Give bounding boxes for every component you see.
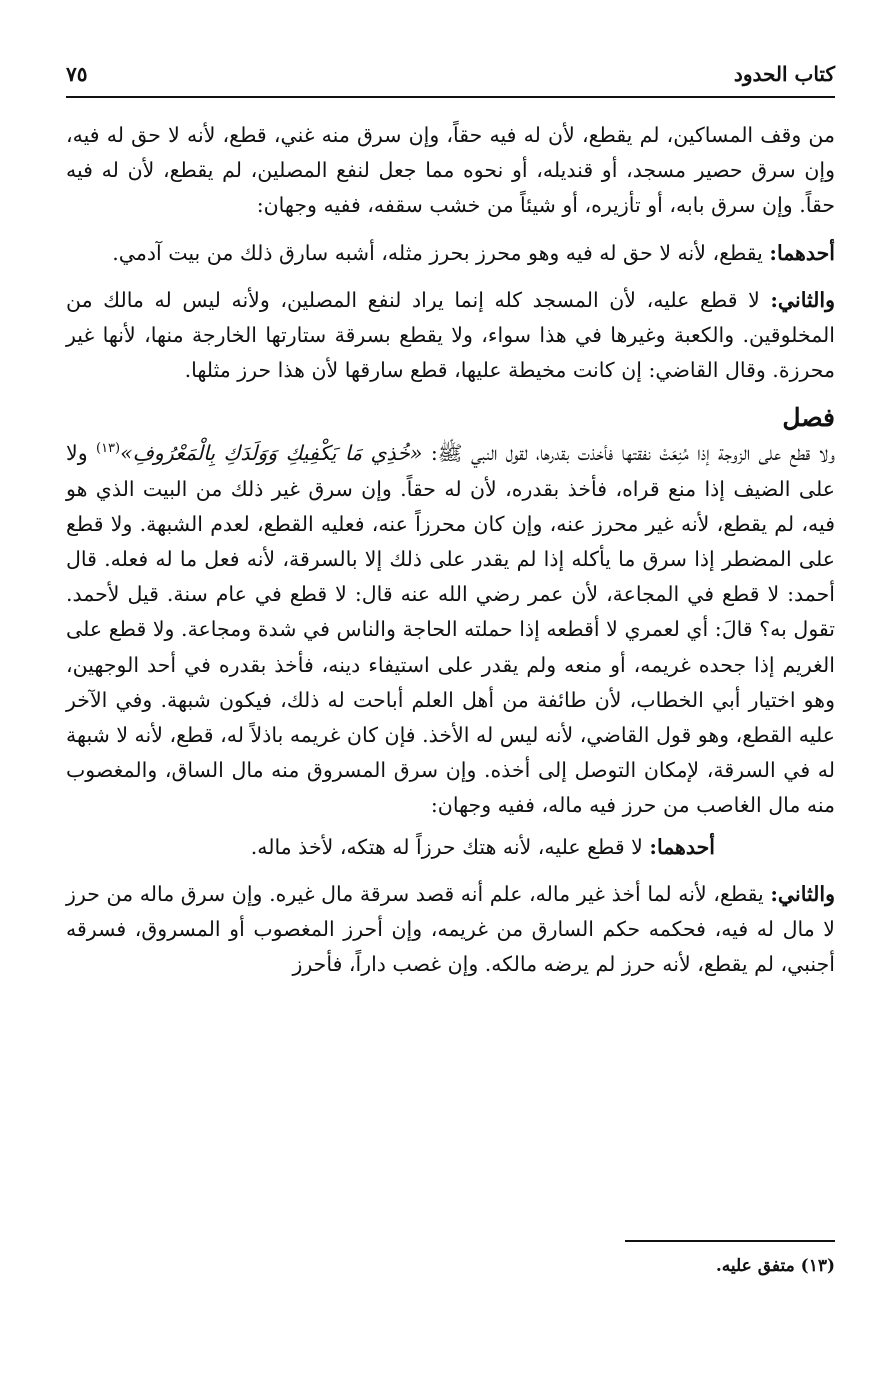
paragraph-lead: أحدهما: [649, 834, 715, 859]
body-text [66, 118, 835, 982]
paragraph-lead: أحدهما: [769, 240, 835, 265]
footnote-divider [625, 1240, 835, 1242]
section-heading: فصل [782, 403, 835, 433]
paragraph-5 [66, 830, 835, 865]
footnote-marker: (١٣) [96, 441, 121, 457]
paragraph-text: يقطع، لأنه لا حق له فيه وهو محرز بحرز مثله، أشبه سارق ذلك من بيت آدمي. [112, 240, 770, 265]
paragraph-lead: والثاني: [770, 287, 835, 312]
paragraph-lead: والثاني: [770, 881, 835, 906]
book-title: كتاب الحدود [733, 62, 835, 86]
paragraph-text: يقطع، لأنه لما أخذ غير ماله، علم أنه قصد سرقة مال غيره. وإن سرق ماله من حرز لا مال له فيه، فحكمه حكم السارق من غريمه، وإن أحرز المغصوب أو المسروق، فسرقه أجنبي، لم يقطع، لأنه حرز لم يرضه مالكه. وإن غصب داراً، فأحرز [66, 881, 835, 977]
page-number: ٧٥ [66, 62, 88, 86]
hadith-quote: «خُذِي مَا يَكْفِيكِ وَوَلَدَكِ بِالْمَعْرُوفِ» [120, 441, 423, 466]
paragraph-6 [66, 877, 835, 983]
paragraph-text: ولا قطع على الزوجة إذا مُنِعَتْ نفقتها فأخذت بقدرها، لقول النبي ﷺ: [422, 441, 836, 466]
running-header [66, 56, 835, 98]
paragraph-text: لا قطع عليه، لأنه هتك حرزاً له هتكه، لأخذ ماله. [250, 834, 650, 859]
paragraph-1: من وقف المساكين، لم يقطع، لأن له فيه حقاً، وإن سرق منه غني، قطع، لأنه لا حق له فيه، وإن سرق حصير مسجد، أو قنديله، أو نحوه مما جعل لنفع المصلين، لم يقطع، لأن له فيه حقاً. وإن سرق بابه، أو تأزيره، أو شيئاً من خشب سقفه، ففيه وجهان: [66, 123, 835, 218]
footnote: (١٣) متفق عليه. [715, 1256, 835, 1276]
paragraph-2 [66, 236, 835, 271]
paragraph-3 [66, 283, 835, 389]
paragraph-text: ولا على الضيف إذا منع قراه، فأخذ بقدره، لأن له حقاً. وإن سرق غير ذلك من البيت الذي هو فيه، لم يقطع، لأنه غير محرز عنه، وإن كان محرزاً عنه، فعليه القطع، لعدم الشبهة. ولا قطع على المضطر إذا سرق ما يأكله إذا لم يقدر على ذلك إلا بالسرقة، لأنه فعل ما له فعله. قال أحمد: لا قطع في المجاعة، لأن عمر رضي الله عنه قال: لا قطع في عام سنة. قيل لأحمد. تقول به؟ قالَ: أي لعمري لا أقطعه إذا حملته الحاجة والناس في شدة ومجاعة. ولا قطع على الغريم إذا جحده غريمه، أو منعه ولم يقدر على استيفاء دينه، فأخذ بقدره في أحد الوجهين، وهو اختيار أبي الخطاب، لأن طائفة من أهل العلم أباحت له ذلك، فيكون شبهة. وفي الآخر عليه القطع، وهو قول القاضي، لأنه ليس له الأخذ. فإن كان غريمه باذلاً له، قطع، لأنه لا شبهة له في السرقة، لإمكان التوصل إلى أخذه. وإن سرق المسروق منه مال الساق، والمغصوب منه مال الغاصب من حرز فيه ماله، ففيه وجهان: [66, 441, 835, 818]
paragraph-text: لا قطع عليه، لأن المسجد كله إنما يراد لنفع المصلين، ولأنه ليس له مالك من المخلوقين. والكعبة وغيرها في هذا سواء، ولا يقطع بسرقة ستارتها الخارجة منها، لأنها غير محرزة. وقال القاضي: إن كانت مخيطة عليها، قطع سارقها لأن هذا حرز مثلها. [66, 287, 835, 383]
paragraph-4 [66, 436, 835, 823]
book-page [66, 56, 835, 1385]
